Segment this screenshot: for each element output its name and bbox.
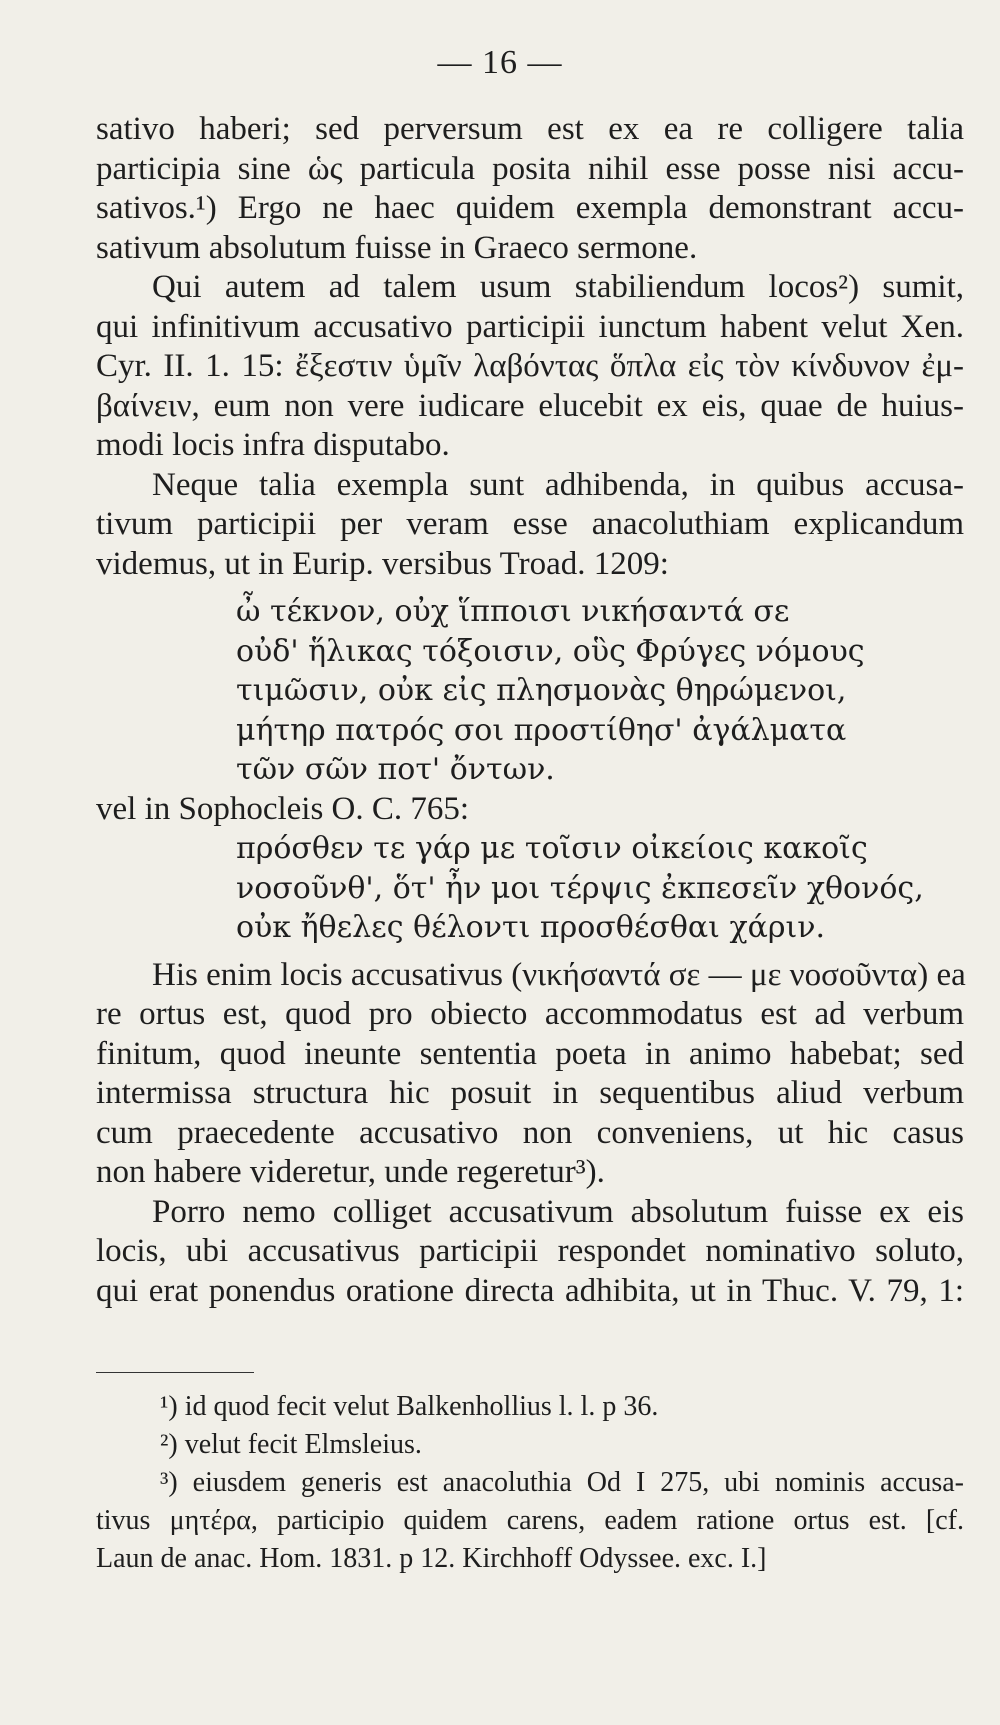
- text-line: cum praecedente accusativo non conveniens, ut hic casus: [96, 1114, 964, 1151]
- footnotes: [96, 1388, 964, 1578]
- text-line: βαίνειν, eum non vere iudicare elucebit ex eis, quae de huius-: [96, 387, 964, 424]
- text-line: Porro nemo colliget accusativum absolutum fuisse ex eis: [152, 1193, 964, 1230]
- text-line: Qui autem ad talem usum stabiliendum locos²) sumit,: [152, 269, 964, 305]
- text-line: Cyr. II. 1. 15: ἔξεστιν ὑμῖν λαβόντας ὅπλα εἰς τὸν κίνδυνον ἐμ-: [96, 348, 964, 384]
- verse-line: τιμῶσιν, οὐκ εἰς πλησμονὰς θηρώμενοι,: [236, 673, 847, 708]
- footnote: ²) velut fecit Elmsleius.: [160, 1429, 422, 1460]
- footnote: Laun de anac. Hom. 1831. p 12. Kirchhoff Odyssee. exc. I.]: [96, 1543, 767, 1574]
- footnote-divider: [96, 1372, 254, 1373]
- text-line: non habere videretur, unde regeretur³).: [96, 1154, 605, 1190]
- text-line: sativo haberi; sed perversum est ex ea re colligere talia: [96, 111, 964, 147]
- text-line: vel in Sophocleis O. C. 765:: [96, 790, 470, 827]
- text-line: sativum absolutum fuisse in Graeco sermone.: [96, 229, 698, 266]
- verse-line: τῶν σῶν ποτ' ὄντων.: [236, 752, 555, 787]
- verse-line: ὦ τέκνον, οὐχ ἵπποισι νικήσαντά σε: [236, 594, 790, 629]
- verse-line: οὐκ ἤθελες θέλοντι προσθέσθαι χάριν.: [236, 910, 826, 945]
- verse-line: μήτηρ πατρός σοι προστίθησ' ἀγάλματα: [236, 712, 847, 748]
- main-text: [96, 110, 964, 1311]
- text-line: participia sine ὡς particula posita nihil esse posse nisi accu-: [96, 150, 964, 187]
- footnote: ³) eiusdem generis est anacoluthia Od I 275, ubi nominis accusa-: [160, 1467, 964, 1498]
- verse-line: νοσοῦνθ', ὅτ' ἦν μοι τέρψις ἐκπεσεῖν χθονός,: [236, 870, 924, 906]
- text-line: locis, ubi accusativus participii respondet nominativo soluto,: [96, 1233, 964, 1269]
- verse-line: πρόσθεν τε γάρ με τοῖσιν οἰκείοις κακοῖς: [236, 831, 868, 866]
- text-line: videmus, ut in Eurip. versibus Troad. 1209:: [96, 545, 669, 582]
- text-line: modi locis infra disputabo.: [96, 427, 450, 463]
- text-line: Neque talia exempla sunt adhibenda, in quibus accusa-: [152, 466, 964, 503]
- text-line: finitum, quod ineunte sententia poeta in animo habebat; sed: [96, 1035, 964, 1072]
- page-number: — 16 —: [437, 44, 563, 81]
- footnote: tivus μητέρα, participio quidem carens, eadem ratione ortus est. [cf.: [96, 1505, 964, 1536]
- text-line: qui erat ponendus oratione directa adhibita, ut in Thuc. V. 79, 1:: [96, 1272, 964, 1309]
- text-line: tivum participii per veram esse anacoluthiam explicandum: [96, 506, 964, 542]
- footnote: ¹) id quod fecit velut Balkenhollius l. l. p 36.: [160, 1391, 659, 1422]
- text-line: intermissa structura hic posuit in sequentibus aliud verbum: [96, 1075, 964, 1111]
- text-line: qui infinitivum accusativo participii iunctum habent velut Xen.: [96, 308, 964, 345]
- text-line: sativos.¹) Ergo ne haec quidem exempla demonstrant accu-: [96, 190, 964, 226]
- verse-line: οὐδ' ἥλικας τόξοισιν, οὓς Φρύγες νόμους: [236, 633, 865, 669]
- text-line: His enim locis accusativus (νικήσαντά σε — με νοσοῦντα) ea: [152, 956, 966, 993]
- text-line: re ortus est, quod pro obiecto accommodatus est ad verbum: [96, 996, 964, 1032]
